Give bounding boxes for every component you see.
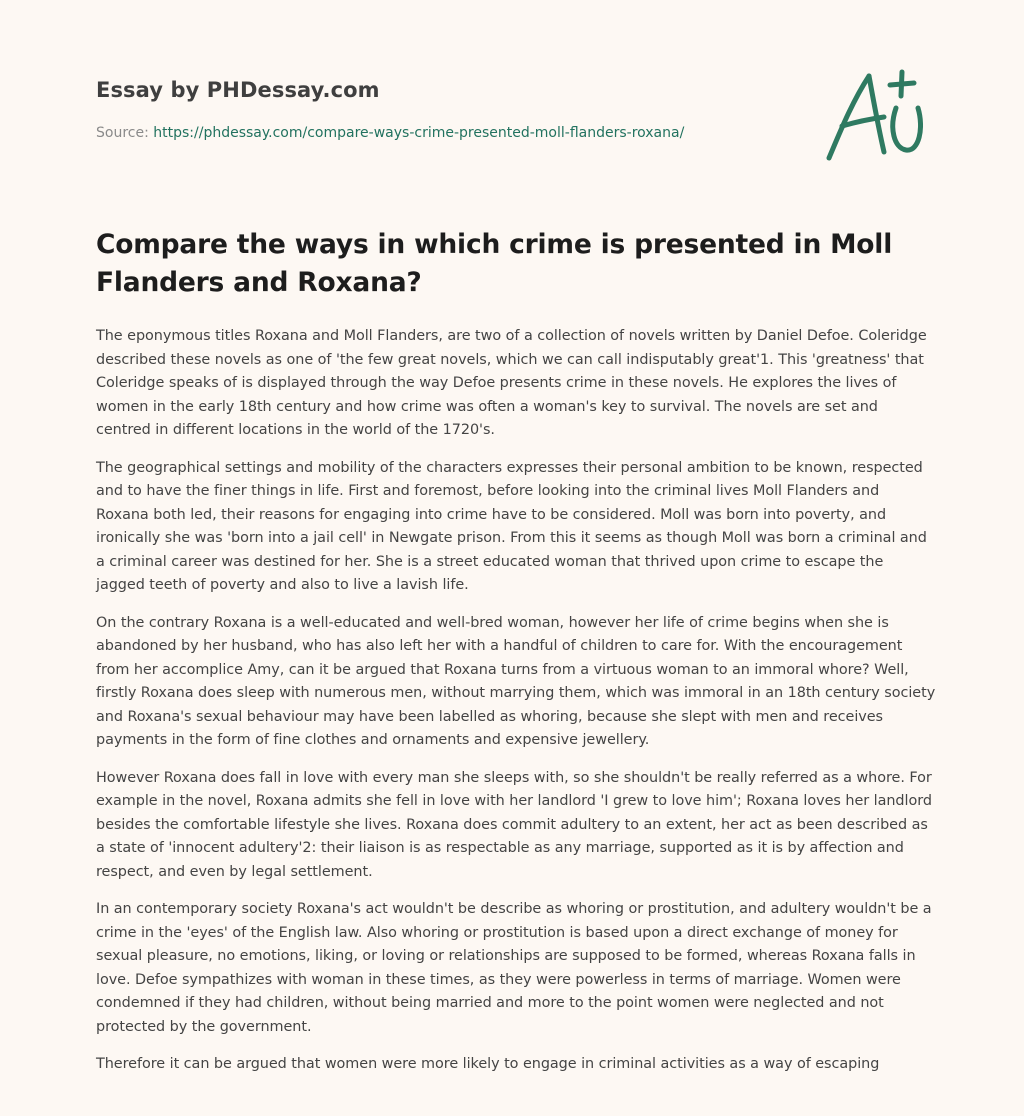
header [96, 76, 796, 143]
a-plus-logo-icon [824, 68, 928, 164]
source-link[interactable]: https://phdessay.com/compare-ways-crime-presented-moll-flanders-roxana/ [153, 125, 685, 141]
a-plus-logo [824, 68, 928, 164]
essay-body [96, 325, 936, 1091]
page-title: Compare the ways in which crime is presented in Moll Flanders and Roxana? [96, 229, 893, 298]
source-line [96, 123, 796, 143]
essay-paragraph: On the contrary Roxana is a well-educated and well-bred woman, however her life of crime begins when she is abandoned by her husband, who has also left her with a handful of children to care for. With the encouragement from her accomplice Amy, can it be argued that Roxana turns from a virtuous woman to an immoral whore? Well, firstly Roxana does sleep with numerous men, without marrying them, which was immoral in an 18th century society and Roxana's sexual behaviour may have been labelled as whoring, because she slept with men and receives payments in the form of fine clothes and ornaments and expensive jewellery. [96, 614, 936, 748]
site-title: Essay by PHDessay.com [96, 78, 380, 102]
essay-paragraph: Therefore it can be argued that women were more likely to engage in criminal activities as a way of escaping [96, 1056, 880, 1072]
essay-paragraph: However Roxana does fall in love with every man she sleeps with, so she shouldn't be really referred as a whore. For example in the novel, Roxana admits she fell in love with her landlord 'I grew to love him'; Roxana loves her landlord besides the comfortable lifestyle she lives. Roxana does commit adultery to an extent, her act as been described as a state of 'innocent adultery'2: their liaison is as respectable as any marriage, supported as it is by affection and respect, and even by legal settlement. [96, 769, 932, 880]
essay-paragraph: The geographical settings and mobility of the characters expresses their personal ambition to be known, respected and to have the finer things in life. First and foremost, before looking into the criminal lives Moll Flanders and Roxana both led, their reasons for engaging into crime have to be considered. Moll was born into poverty, and ironically she was 'born into a jail cell' in Newgate prison. From this it seems as though Moll was born a criminal and a criminal career was destined for her. She is a street educated woman that thrived upon crime to escape the jagged teeth of poverty and also to live a lavish life. [96, 459, 927, 593]
essay-paragraph: The eponymous titles Roxana and Moll Flanders, are two of a collection of novels written by Daniel Defoe. Coleridge described these novels as one of 'the few great novels, which we can call indisputably great'1. This 'greatness' that Coleridge speaks of is displayed through the way Defoe presents crime in these novels. He explores the lives of women in the early 18th century and how crime was often a woman's key to survival. The novels are set and centred in different locations in the world of the 1720's. [96, 328, 927, 438]
essay-paragraph: In an contemporary society Roxana's act wouldn't be describe as whoring or prostitution, and adultery wouldn't be a crime in the 'eyes' of the English law. Also whoring or prostitution is based upon a direct exchange of money for sexual pleasure, no emotions, liking, or loving or relationships are supposed to be formed, whereas Roxana falls in love. Defoe sympathizes with woman in these times, as they were powerless in terms of marriage. Women were condemned if they had children, without being married and more to the point women were neglected and not protected by the government. [96, 901, 932, 1035]
source-label: Source: [96, 125, 149, 141]
